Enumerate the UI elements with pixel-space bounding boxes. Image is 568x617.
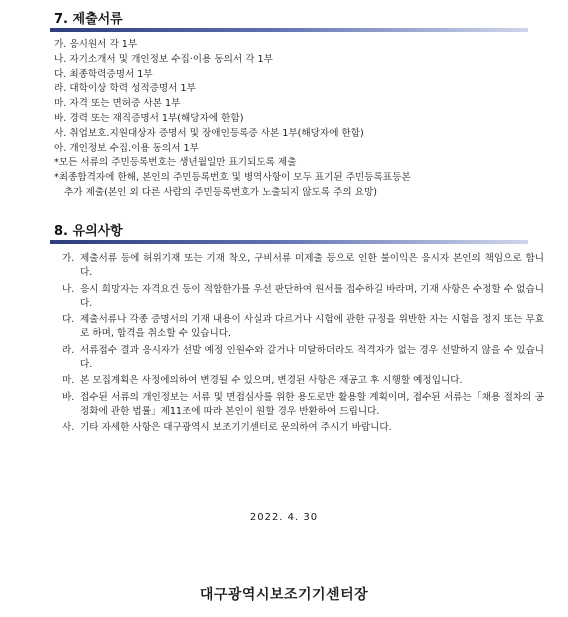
list-item	[62, 252, 544, 281]
list-item-note: *최종합격자에 한해, 본인의 주민등록번호 및 병역사항이 모두 표기된 주민등록표등본	[54, 172, 411, 184]
list-marker: 마.	[62, 375, 75, 387]
list-item	[62, 283, 544, 312]
list-item: 나. 자기소개서 및 개인정보 수집·이용 동의서 각 1부	[54, 53, 273, 65]
list-item: 라. 대학이상 학력 성적증명서 1부	[54, 83, 196, 95]
list-item: 다. 최종학력증명서 1부	[54, 68, 153, 80]
list-text: 기타 자세한 사항은 대구광역시 보조기기센터로 문의하여 주시기 바랍니다.	[80, 422, 392, 434]
list-item	[62, 313, 544, 342]
list-text: 접수된 서류의 개인정보는 서류 및 면접심사를 위한 용도로만 활용할 계획이며, 접수된 서류는「채용 절차의 공정화에 관한 법률」제11조에 따라 본인이 원할 경우 반환하여 드립니다.	[80, 391, 544, 417]
list-item: 바. 경력 또는 재직증명서 1부(해당자에 한함)	[54, 112, 244, 124]
list-item	[62, 374, 544, 388]
section-7-rule	[50, 28, 528, 32]
submission-documents-list	[54, 38, 534, 201]
list-item: 사. 취업보호.지원대상자 증명서 및 장애인등록증 사본 1부(해당자에 한함)	[54, 127, 364, 139]
list-marker: 라.	[62, 344, 75, 356]
list-item: 마. 자격 또는 면허증 사본 1부	[54, 98, 181, 110]
list-marker: 바.	[62, 391, 75, 403]
list-item: 아. 개인정보 수집.이용 동의서 1부	[54, 142, 199, 154]
list-text: 본 모집계획은 사정에의하여 변경될 수 있으며, 변경된 사항은 재공고 후 시행할 예정입니다.	[80, 375, 463, 387]
list-text: 제출서류나 각종 증명서의 기재 내용이 사실과 다르거나 시험에 관한 규정을 위반한 자는 시험을 정지 또는 무효로 하며, 합격을 취소할 수 있습니다.	[80, 314, 544, 340]
list-text: 응시 희망자는 자격요건 등이 적합한가를 우선 판단하여 원서를 접수하길 바라며, 기재 사항은 수정할 수 없습니다.	[80, 283, 544, 309]
list-item-note: *모든 서류의 주민등록번호는 생년월일만 표기되도록 제출	[54, 157, 297, 169]
list-marker: 나.	[62, 283, 75, 295]
announcement-date: 2022. 4. 30	[249, 512, 319, 523]
list-item	[62, 344, 544, 373]
organization-signature: 대구광역시보조기기센터장	[199, 587, 369, 603]
list-marker: 사.	[62, 422, 75, 434]
list-marker: 다.	[62, 314, 75, 326]
list-item: 가. 응시원서 각 1부	[54, 39, 138, 50]
list-item	[62, 391, 544, 420]
list-marker: 가.	[62, 253, 75, 264]
list-text: 제출서류 등에 허위기재 또는 기재 착오, 구비서류 미제출 등으로 인한 불이익은 응시자 본인의 책임으로 합니다.	[80, 253, 544, 279]
list-item-note-continued: 추가 제출(본인 외 다른 사람의 주민등록번호가 노출되지 않도록 주의 요망)	[64, 186, 377, 198]
section-8-title: 8. 유의사항	[54, 224, 123, 239]
list-item	[62, 421, 544, 435]
section-7-title: 7. 제출서류	[54, 12, 123, 27]
list-text: 서류접수 결과 응시자가 선발 예정 인원수와 같거나 미달하더라도 적격자가 없는 경우 선발하지 않을 수 있습니다.	[80, 344, 544, 371]
precautions-list	[62, 252, 544, 438]
section-8-rule	[50, 240, 528, 244]
